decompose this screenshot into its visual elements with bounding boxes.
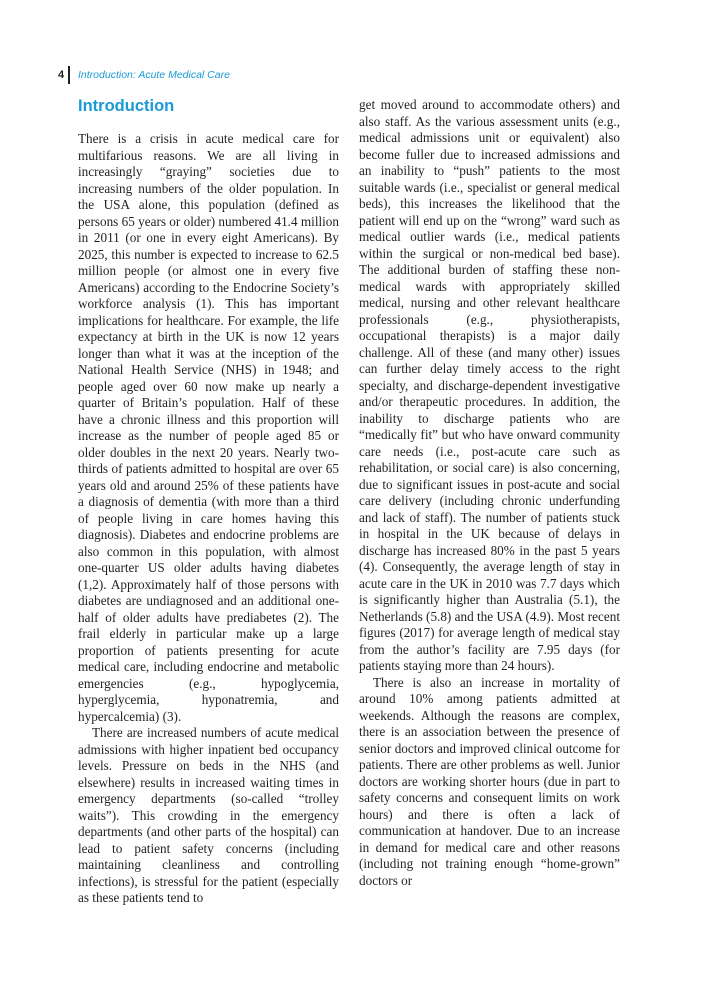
running-title: Introduction: Acute Medical Care bbox=[78, 69, 230, 81]
right-column bbox=[359, 97, 620, 889]
running-head bbox=[58, 66, 230, 84]
section-heading: Introduction bbox=[78, 97, 175, 115]
paragraph-4: There is also an increase in mortality of around 10% among patients admitted at weekends. Although the reasons are complex, there is an association between the presence of senior doctors and improved clinical outcome for patients. There are other problems as well. Junior doctors are working shorter hours (due in part to safety concerns and consequent limits on work hours) and there is often a lack of communication at handover. Due to an increase in demand for medical care and other reasons (including not training enough “home-grown” doctors or bbox=[359, 674, 620, 888]
running-head-divider bbox=[68, 66, 70, 84]
left-column bbox=[78, 95, 339, 907]
paragraph-1: There is a crisis in acute medical care for multifarious reasons. We are all living in increasingly “graying” societies due to increasing numbers of the older population. In the USA alone, this population (defined as persons 65 years or older) numbered 41.4 million in 2011 (or one in every eight Americans). By 2025, this number is expected to increase to 62.5 million people (or almost one in every five Americans) according to the Endocrine Society’s workforce analysis (1). This has important implications for healthcare. For example, the life expectancy at birth in the UK is now 12 years longer than what it was at the inception of the National Health Service (NHS) in 1948; and people aged over 60 now make up nearly a quarter of Britain’s population. Half of these have a chronic illness and this proportion will increase as the number of people aged 85 or older doubles in the next 20 years. Nearly two-thirds of patients admitted to hospital are over 65 years old and around 25% of these patients have a diagnosis of dementia (with more than a third of people living in care homes having this diagnosis). Diabetes and endocrine problems are also common in this population, with almost one-quarter US older adults having diabetes (1,2). Approximately half of those persons with diabetes are undiagnosed and an additional one-half of older adults have prediabetes (2). The frail elderly in particular make up a large proportion of patients presenting for acute medical care, including endocrine and metabolic emergencies (e.g., hypoglycemia, hyperglycemia, hyponatremia, and hypercalcemia) (3). bbox=[78, 131, 339, 724]
page-number: 4 bbox=[58, 69, 65, 81]
paragraph-3: get moved around to accommodate others) and also staff. As the various assessment units (e.g., medical admissions unit or equivalent) also become fuller due to increased admissions and an inability to “push” patients to the most suitable wards (i.e., specialist or general medical beds), this increases the likelihood that the patient will end up on the “wrong” ward such as medical outlier wards (i.e., medical patients within the surgical or non-medical bed base). The additional burden of staffing these non-medical wards with appropriately skilled medical, nursing and other relevant healthcare professionals (e.g., physiotherapists, occupational therapists) is a major daily challenge. All of these (and many other) issues can further delay timely access to the right specialty, and discharge-dependent investigative and/or therapeutic procedures. In addition, the inability to discharge patients who are “medically fit” but who have onward community care needs (i.e., post-acute care such as rehabilitation, or social care) is also concerning, due to significant issues in post-acute and social care delivery (including chronic underfunding and lack of staff). The number of patients stuck in hospital in the UK because of delays in discharge has increased 80% in the past 5 years (4). Consequently, the average length of stay in acute care in the UK in 2010 was 7.7 days which is significantly higher than Australia (5.1), the Netherlands (5.8) and the USA (4.9). Most recent figures (2017) for average length of medical stay from the author’s facility are 7.95 days (for patients staying more than 24 hours). bbox=[359, 97, 620, 673]
paragraph-2: There are increased numbers of acute medical admissions with higher inpatient bed occupancy levels. Pressure on beds in the NHS (and elsewhere) results in increased waiting times in emergency departments (so-called “trolley waits”). This crowding in the emergency departments (and other parts of the hospital) can lead to patient safety concerns (including maintaining cleanliness and controlling infections), is stressful for the patient (especially as these patients tend to bbox=[78, 725, 339, 905]
